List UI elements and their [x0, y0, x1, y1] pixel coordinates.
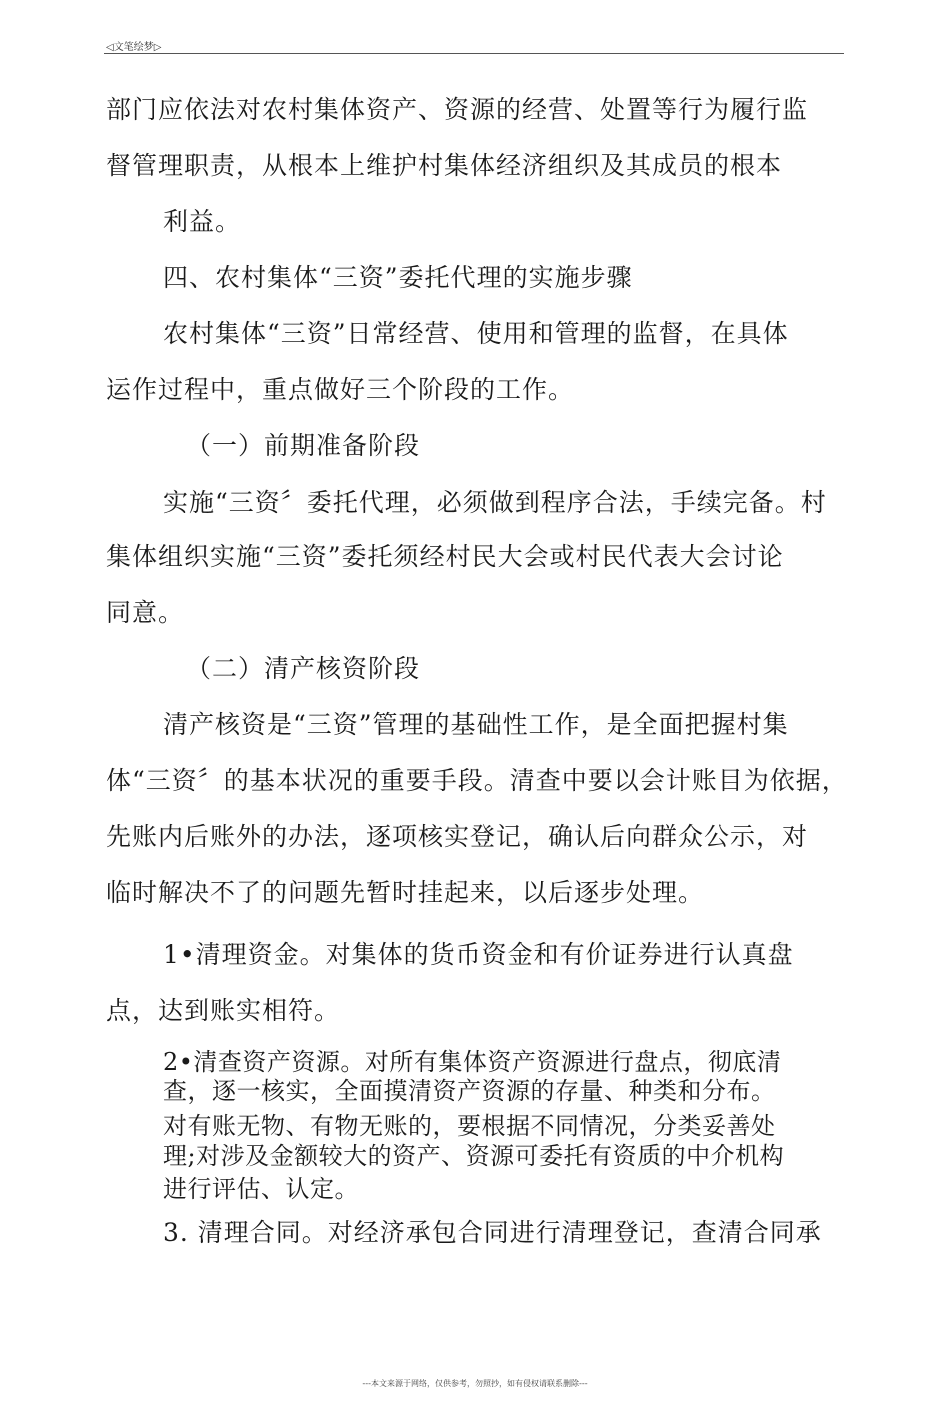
list-item-2-cont-4: 进行评估、认定。 [163, 1175, 359, 1203]
list-item-2-cont-2: 对有账无物、有物无账的，要根据不同情况，分类妥善处 [163, 1112, 776, 1140]
subheading-1: （一）前期准备阶段 [186, 431, 421, 460]
body-line-14: 先账内后账外的办法，逐项核实登记，确认后向群众公示，对 [106, 822, 809, 851]
list-item-1-cont: 点，达到账实相符。 [106, 996, 341, 1025]
header-divider [104, 53, 844, 54]
list-item-2-cont-1: 查，逐一核实，全面摸清资产资源的存量、种类和分布。 [163, 1077, 776, 1105]
subheading-2: （二）清产核资阶段 [186, 654, 421, 683]
body-line-12: 清产核资是“三资”管理的基础性工作，是全面把握村集 [163, 710, 789, 739]
footer-disclaimer: ---本文来源于网络，仅供参考，勿照抄，如有侵权请联系删除--- [362, 1379, 588, 1388]
body-line-13: 体“三资〞的基本状况的重要手段。清查中要以会计账目为依据， [106, 766, 848, 795]
list-item-3: 3. 清理合同。对经济承包合同进行清理登记，查清合同承 [163, 1218, 822, 1247]
header-text: ◁文笔绘梦▷ [106, 42, 162, 53]
body-line-8: 实施“三资〞委托代理，必须做到程序合法，手续完备。村 [163, 488, 827, 517]
section-heading-4: 四、农村集体“三资”委托代理的实施步骤 [163, 263, 633, 292]
body-line-6: 运作过程中，重点做好三个阶段的工作。 [106, 375, 575, 404]
body-line-1: 部门应依法对农村集体资产、资源的经营、处置等行为履行监 [106, 95, 809, 124]
body-line-9: 集体组织实施“三资”委托须经村民大会或村民代表大会讨论 [106, 542, 784, 571]
body-line-3: 利益。 [163, 207, 242, 236]
list-item-2: 2•清查资产资源。对所有集体资产资源进行盘点，彻底清 [163, 1048, 782, 1076]
list-item-1: 1•清理资金。对集体的货币资金和有价证券进行认真盘 [163, 940, 794, 969]
list-item-2-cont-3: 理;对涉及金额较大的资产、资源可委托有资质的中介机构 [163, 1142, 785, 1170]
body-line-5: 农村集体“三资”日常经营、使用和管理的监督，在具体 [163, 319, 789, 348]
body-line-10: 同意。 [106, 598, 185, 627]
body-line-15: 临时解决不了的问题先暂时挂起来，以后逐步处理。 [106, 878, 705, 907]
body-line-2: 督管理职责，从根本上维护村集体经济组织及其成员的根本 [106, 151, 783, 180]
